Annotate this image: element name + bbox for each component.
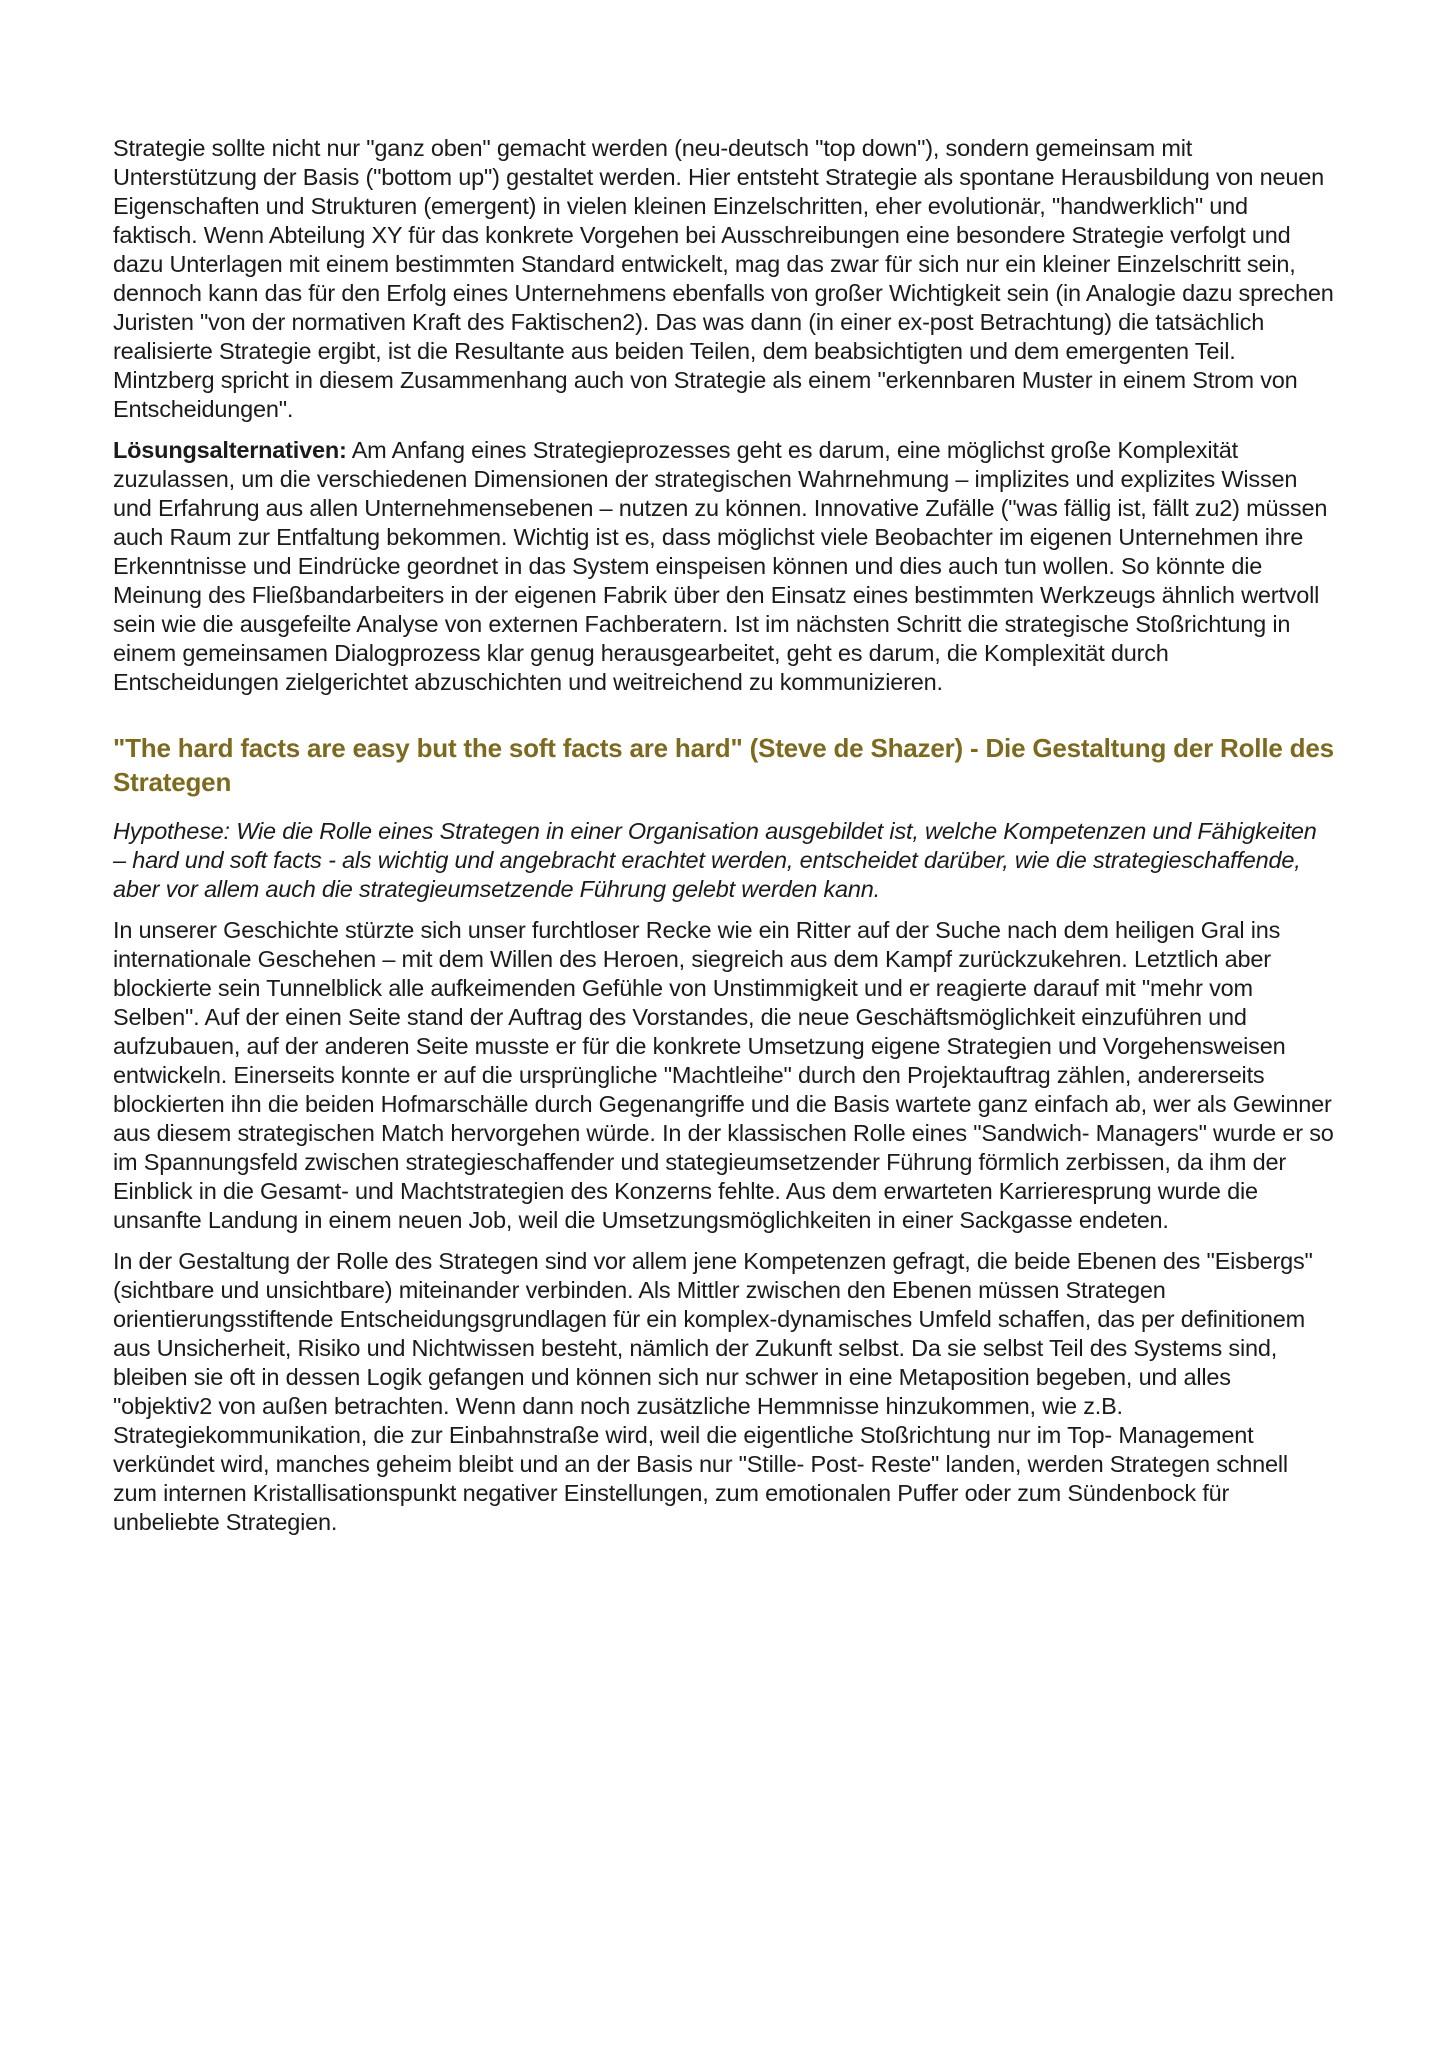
- paragraph-loesungsalternativen: [113, 436, 1335, 697]
- paragraph-body-text: Am Anfang eines Strategieprozesses geht es darum, eine möglichst große Komplexität zuzulassen, um die verschiedenen Dimensionen der strategischen Wahrnehmung – implizites und explizites Wissen und Erfahrung aus allen Unternehmensebenen – nutzen zu können. Innovative Zufälle ("was fällig ist, fällt zu2) müssen auch Raum zur Entfaltung bekommen. Wichtig ist es, dass möglichst viele Beobachter im eigenen Unternehmen ihre Erkenntnisse und Eindrücke geordnet in das System einspeisen können und dies auch tun wollen. So könnte die Meinung des Fließbandarbeiters in der eigenen Fabrik über den Einsatz eines bestimmten Werkzeugs ähnlich wertvoll sein wie die ausgefeilte Analyse von externen Fachberatern. Ist im nächsten Schritt die strategische Stoßrichtung in einem gemeinsamen Dialogprozess klar genug herausgearbeitet, geht es darum, die Komplexität durch Entscheidungen zielgerichtet abzuschichten und weitreichend zu kommunizieren.: [113, 437, 1328, 695]
- paragraph-strategy-emergence: Strategie sollte nicht nur "ganz oben" gemacht werden (neu-deutsch "top down"), sondern gemeinsam mit Unterstützung der Basis ("bottom up") gestaltet werden. Hier entsteht Strategie als spontane Herausbildung von neuen Eigenschaften und Strukturen (emergent) in vielen kleinen Einzelschritten, eher evolutionär, "handwerklich" und faktisch. Wenn Abteilung XY für das konkrete Vorgehen bei Ausschreibungen eine besondere Strategie verfolgt und dazu Unterlagen mit einem bestimmten Standard entwickelt, mag das zwar für sich nur ein kleiner Einzelschritt sein, dennoch kann das für den Erfolg eines Unternehmens ebenfalls von großer Wichtigkeit sein (in Analogie dazu sprechen Juristen "von der normativen Kraft des Faktischen2). Das was dann (in einer ex-post Betrachtung) die tatsächlich realisierte Strategie ergibt, ist die Resultante aus beiden Teilen, dem beabsichtigten und dem emergenten Teil. Mintzberg spricht in diesem Zusammenhang auch von Strategie als einem "erkennbaren Muster in einem Strom von Entscheidungen".: [113, 135, 1334, 422]
- section-heading-hard-facts: "The hard facts are easy but the soft facts are hard" (Steve de Shazer) - Die Gestaltung der Rolle des Strategen: [113, 733, 1334, 797]
- paragraph-geschichte-recke: In unserer Geschichte stürzte sich unser furchtloser Recke wie ein Ritter auf der Suche nach dem heiligen Gral ins internationale Geschehen – mit dem Willen des Heroen, siegreich aus dem Kampf zurückzukehren. Letztlich aber blockierte sein Tunnelblick alle aufkeimenden Gefühle von Unstimmigkeit und er reagierte darauf mit "mehr vom Selben". Auf der einen Seite stand der Auftrag des Vorstandes, die neue Geschäftsmöglichkeit einzuführen und aufzubauen, auf der anderen Seite musste er für die konkrete Umsetzung eigene Strategien und Vorgehensweisen entwickeln. Einerseits konnte er auf die ursprüngliche "Machtleihe" durch den Projektauftrag zählen, andererseits blockierten ihn die beiden Hofmarschälle durch Gegenangriffe und die Basis wartete ganz einfach ab, wer als Gewinner aus diesem strategischen Match hervorgehen würde. In der klassischen Rolle eines "Sandwich- Managers" wurde er so im Spannungsfeld zwischen strategieschaffender und stategieumsetzender Führung förmlich zerbissen, da ihm der Einblick in die Gesamt- und Machtstrategien des Konzerns fehlte. Aus dem erwarteten Karrieresprung wurde die unsanfte Landung in einem neuen Job, weil die Umsetzungsmöglichkeiten in einer Sackgasse endeten.: [113, 917, 1334, 1233]
- paragraph-bold-lead: Lösungsalternativen:: [113, 437, 347, 463]
- paragraph-hypothese: Hypothese: Wie die Rolle eines Strategen in einer Organisation ausgebildet ist, welche Kompetenzen und Fähigkeiten – hard und soft facts - als wichtig und angebracht erachtet werden, entscheidet darüber, wie die strategieschaffende, aber vor allem auch die strategieumsetzende Führung gelebt werden kann.: [113, 818, 1317, 902]
- paragraph-rolle-gestaltung: In der Gestaltung der Rolle des Strategen sind vor allem jene Kompetenzen gefragt, die beide Ebenen des "Eisbergs" (sichtbare und unsichtbare) miteinander verbinden. Als Mittler zwischen den Ebenen müssen Strategen orientierungsstiftende Entscheidungsgrundlagen für ein komplex-dynamisches Umfeld schaffen, das per definitionem aus Unsicherheit, Risiko und Nichtwissen besteht, nämlich der Zukunft selbst. Da sie selbst Teil des Systems sind, bleiben sie oft in dessen Logik gefangen und können sich nur schwer in eine Metaposition begeben, und alles "objektiv2 von außen betrachten. Wenn dann noch zusätzliche Hemmnisse hinzukommen, wie z.B. Strategiekommunikation, die zur Einbahnstraße wird, weil die eigentliche Stoßrichtung nur im Top- Management verkündet wird, manches geheim bleibt und an der Basis nur "Stille- Post- Reste" landen, werden Strategen schnell zum internen Kristallisationspunkt negativer Einstellungen, zum emotionalen Puffer oder zum Sündenbock für unbeliebte Strategien.: [113, 1248, 1313, 1535]
